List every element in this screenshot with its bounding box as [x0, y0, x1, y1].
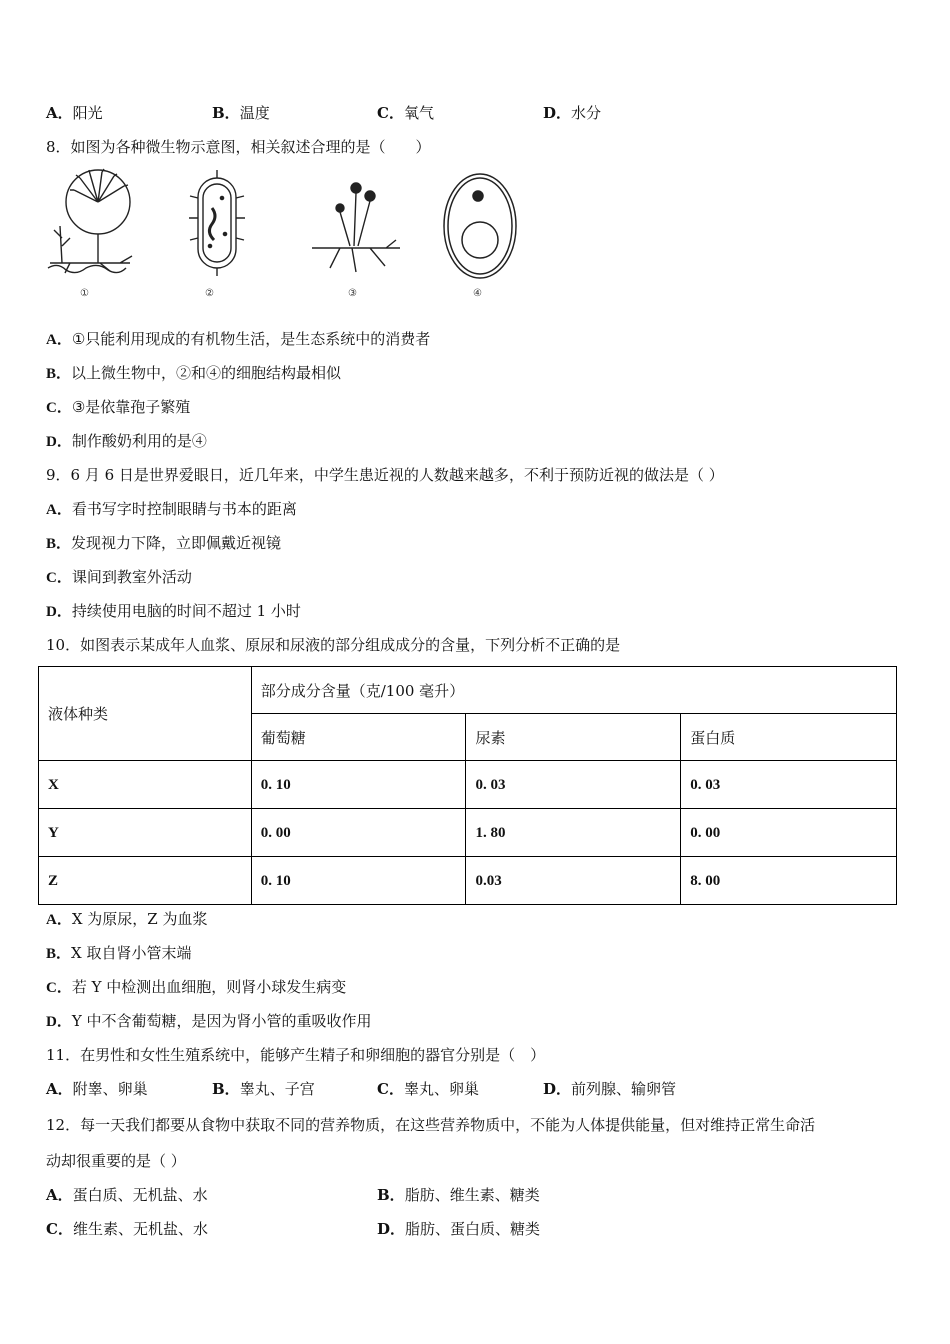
figure-bacterium — [189, 170, 245, 276]
q9-option-d: D．持续使用电脑的时间不超过 1 小时 — [46, 602, 301, 620]
table-col-protein: 蛋白质 — [681, 714, 897, 761]
q7-option-a: A．阳光 — [46, 104, 103, 122]
q7-option-b: B．温度 — [212, 104, 270, 122]
figure-label-3: ③ — [348, 288, 357, 299]
figure-label-1: ① — [80, 288, 89, 299]
q9-option-b: B．发现视力下降，立即佩戴近视镜 — [46, 534, 282, 552]
q11-option-d: D．前列腺、输卵管 — [543, 1080, 677, 1098]
q9-stem: 9．6 月 6 日是世界爱眼日，近几年来，中学生患近视的人数越来越多，不利于预防近视的做法是（ ） — [46, 466, 724, 484]
table-row: Y 0. 00 1. 80 0. 00 — [39, 809, 897, 857]
figure-mold — [48, 169, 132, 273]
q10-stem: 10．如图表示某成年人血浆、原尿和尿液的部分组成成分的含量，下列分析不正确的是 — [46, 636, 621, 654]
table-row-header: 液体种类 — [39, 667, 252, 761]
q8-option-d: D．制作酸奶利用的是④ — [46, 432, 207, 450]
table-col-urea: 尿素 — [466, 714, 681, 761]
q11-option-c: C．睾丸、卵巢 — [377, 1080, 479, 1098]
q8-option-b: B．以上微生物中，②和④的细胞结构最相似 — [46, 364, 342, 382]
q8-option-a: A．①只能利用现成的有机物生活，是生态系统中的消费者 — [46, 330, 431, 348]
q11-options — [46, 1078, 676, 1099]
q7-options — [46, 102, 601, 123]
q12-stem-line1: 12．每一天我们都要从食物中获取不同的营养物质，在这些营养物质中，不能为人体提供能量，但对维持正常生命活 — [46, 1116, 816, 1134]
q10-option-d: D．Y 中不含葡萄糖，是因为肾小管的重吸收作用 — [46, 1012, 372, 1030]
q9-option-a: A．看书写字时控制眼睛与书本的距离 — [46, 500, 297, 518]
q8-option-c: C．③是依靠孢子繁殖 — [46, 398, 191, 416]
q10-option-c: C．若 Y 中检测出血细胞，则肾小球发生病变 — [46, 978, 347, 996]
q12-option-d: D．脂肪、蛋白质、糖类 — [377, 1220, 541, 1238]
composition-table — [38, 666, 897, 905]
q8-stem: 8．如图为各种微生物示意图，相关叙述合理的是（ ） — [46, 138, 431, 156]
table-row: Z 0. 10 0.03 8. 00 — [39, 857, 897, 905]
q12-stem-line2: 动却很重要的是（ ） — [46, 1152, 186, 1170]
table-group-header: 部分成分含量（克/100 毫升） — [251, 667, 896, 714]
q9-option-c: C．课间到教室外活动 — [46, 568, 192, 586]
table-col-glucose: 葡萄糖 — [251, 714, 466, 761]
figure-rhizopus — [312, 183, 400, 272]
q11-option-b: B．睾丸、子宫 — [212, 1080, 315, 1098]
q10-option-a: A．X 为原尿，Z 为血浆 — [46, 910, 208, 928]
figure-yeast — [444, 174, 516, 278]
table-row: X 0. 10 0. 03 0. 03 — [39, 761, 897, 809]
microorganism-figure — [40, 168, 540, 303]
figure-label-4: ④ — [473, 288, 482, 299]
q10-option-b: B．X 取自肾小管末端 — [46, 944, 192, 962]
q12-option-b: B．脂肪、维生素、糖类 — [377, 1186, 540, 1204]
q12-option-c: C．维生素、无机盐、水 — [46, 1220, 208, 1238]
q12-options-row1 — [46, 1184, 540, 1205]
figure-label-2: ② — [205, 288, 214, 299]
q11-stem: 11．在男性和女性生殖系统中，能够产生精子和卵细胞的器官分别是（ ） — [46, 1046, 546, 1064]
q12-option-a: A．蛋白质、无机盐、水 — [46, 1186, 208, 1204]
q12-options-row2 — [46, 1218, 540, 1239]
q7-option-c: C．氧气 — [377, 104, 434, 122]
q11-option-a: A．附睾、卵巢 — [46, 1080, 148, 1098]
q7-option-d: D．水分 — [543, 104, 602, 122]
